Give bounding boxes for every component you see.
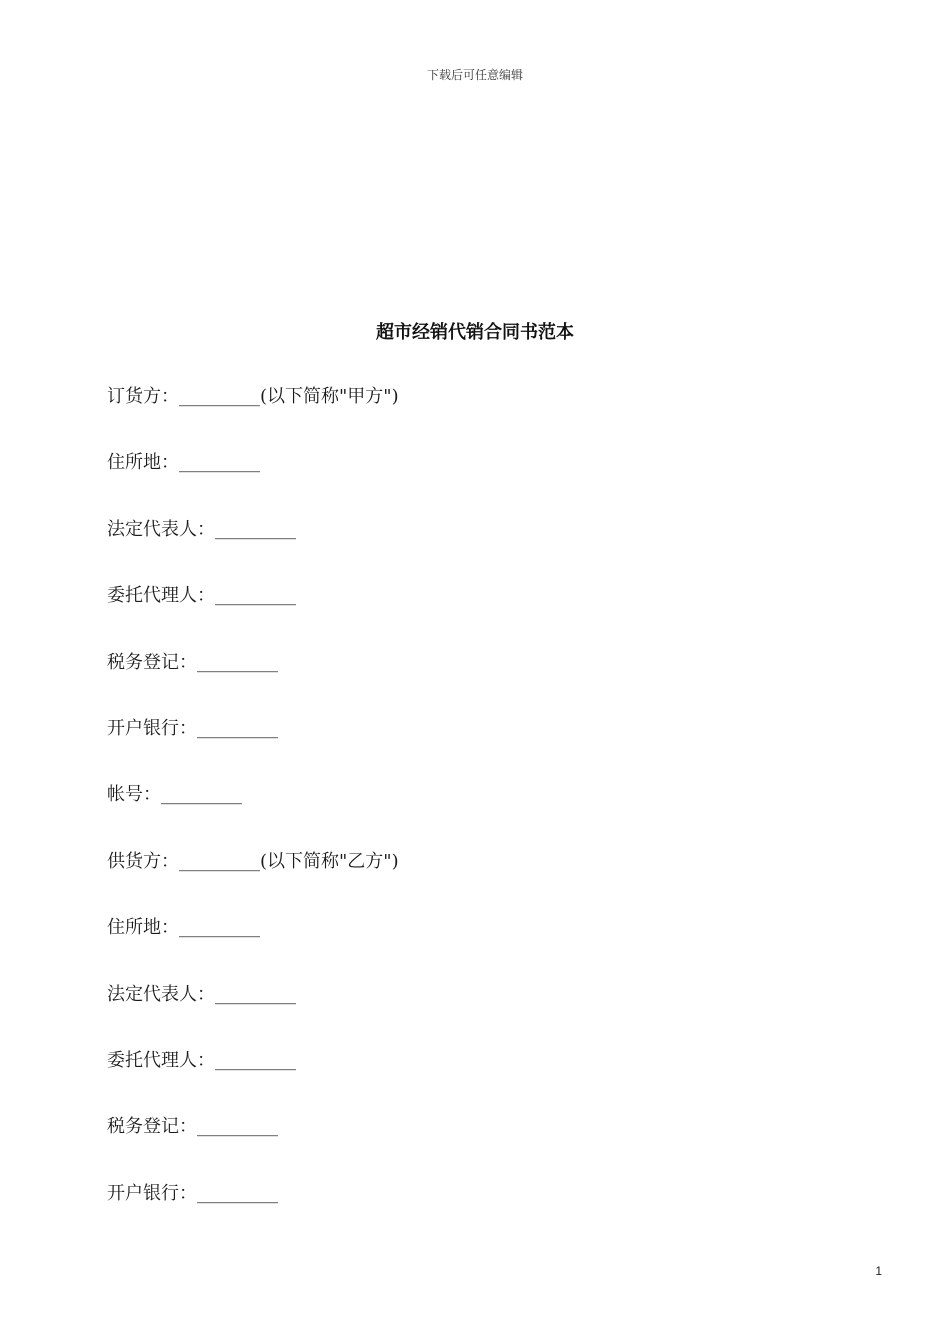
field-label: 委托代理人：	[107, 1049, 215, 1071]
fill-blank: _________	[179, 917, 260, 939]
field-label: 帐号：	[107, 784, 161, 806]
field-buyer-account	[107, 783, 867, 849]
field-label: 住所地：	[107, 917, 179, 939]
field-buyer-address	[107, 451, 867, 517]
field-label: 委托代理人：	[107, 585, 215, 607]
field-suffix: (以下简称"乙方")	[260, 850, 399, 872]
fill-blank: _________	[179, 850, 260, 872]
party-fields-list	[107, 385, 867, 1248]
field-label: 住所地：	[107, 452, 179, 474]
fill-blank: _________	[215, 585, 296, 607]
document-title: 超市经销代销合同书范本	[376, 322, 574, 343]
field-buyer-legal-rep	[107, 518, 867, 584]
field-label: 法定代表人：	[107, 983, 215, 1005]
field-suffix: (以下简称"甲方")	[260, 386, 399, 407]
field-supplier-legal-rep	[107, 983, 867, 1049]
fill-blank: _________	[161, 784, 242, 806]
field-buyer-agent	[107, 584, 867, 650]
field-supplier-address	[107, 916, 867, 982]
field-supplier-tax-reg	[107, 1115, 867, 1181]
fill-blank: _________	[215, 518, 296, 540]
fill-blank: _________	[197, 1116, 278, 1138]
fill-blank: _________	[197, 651, 278, 673]
header-note: 下载后可任意编辑	[426, 68, 523, 82]
field-buyer	[107, 385, 867, 451]
field-label: 开户银行：	[107, 717, 197, 739]
field-buyer-bank	[107, 717, 867, 783]
page-number: 1	[875, 1264, 882, 1278]
field-supplier	[107, 850, 867, 916]
fill-blank: _________	[215, 1049, 296, 1071]
field-label: 税务登记：	[107, 1116, 197, 1138]
fill-blank: _________	[197, 1182, 278, 1204]
field-supplier-bank	[107, 1182, 867, 1248]
fill-blank: _________	[179, 452, 260, 474]
field-label: 开户银行：	[107, 1182, 197, 1204]
fill-blank: _________	[215, 983, 296, 1005]
field-buyer-tax-reg	[107, 651, 867, 717]
field-supplier-agent	[107, 1049, 867, 1115]
field-label: 税务登记：	[107, 651, 197, 673]
fill-blank: _________	[179, 386, 260, 407]
field-label: 供货方：	[107, 850, 179, 872]
field-label: 订货方：	[107, 386, 179, 407]
fill-blank: _________	[197, 717, 278, 739]
field-label: 法定代表人：	[107, 518, 215, 540]
